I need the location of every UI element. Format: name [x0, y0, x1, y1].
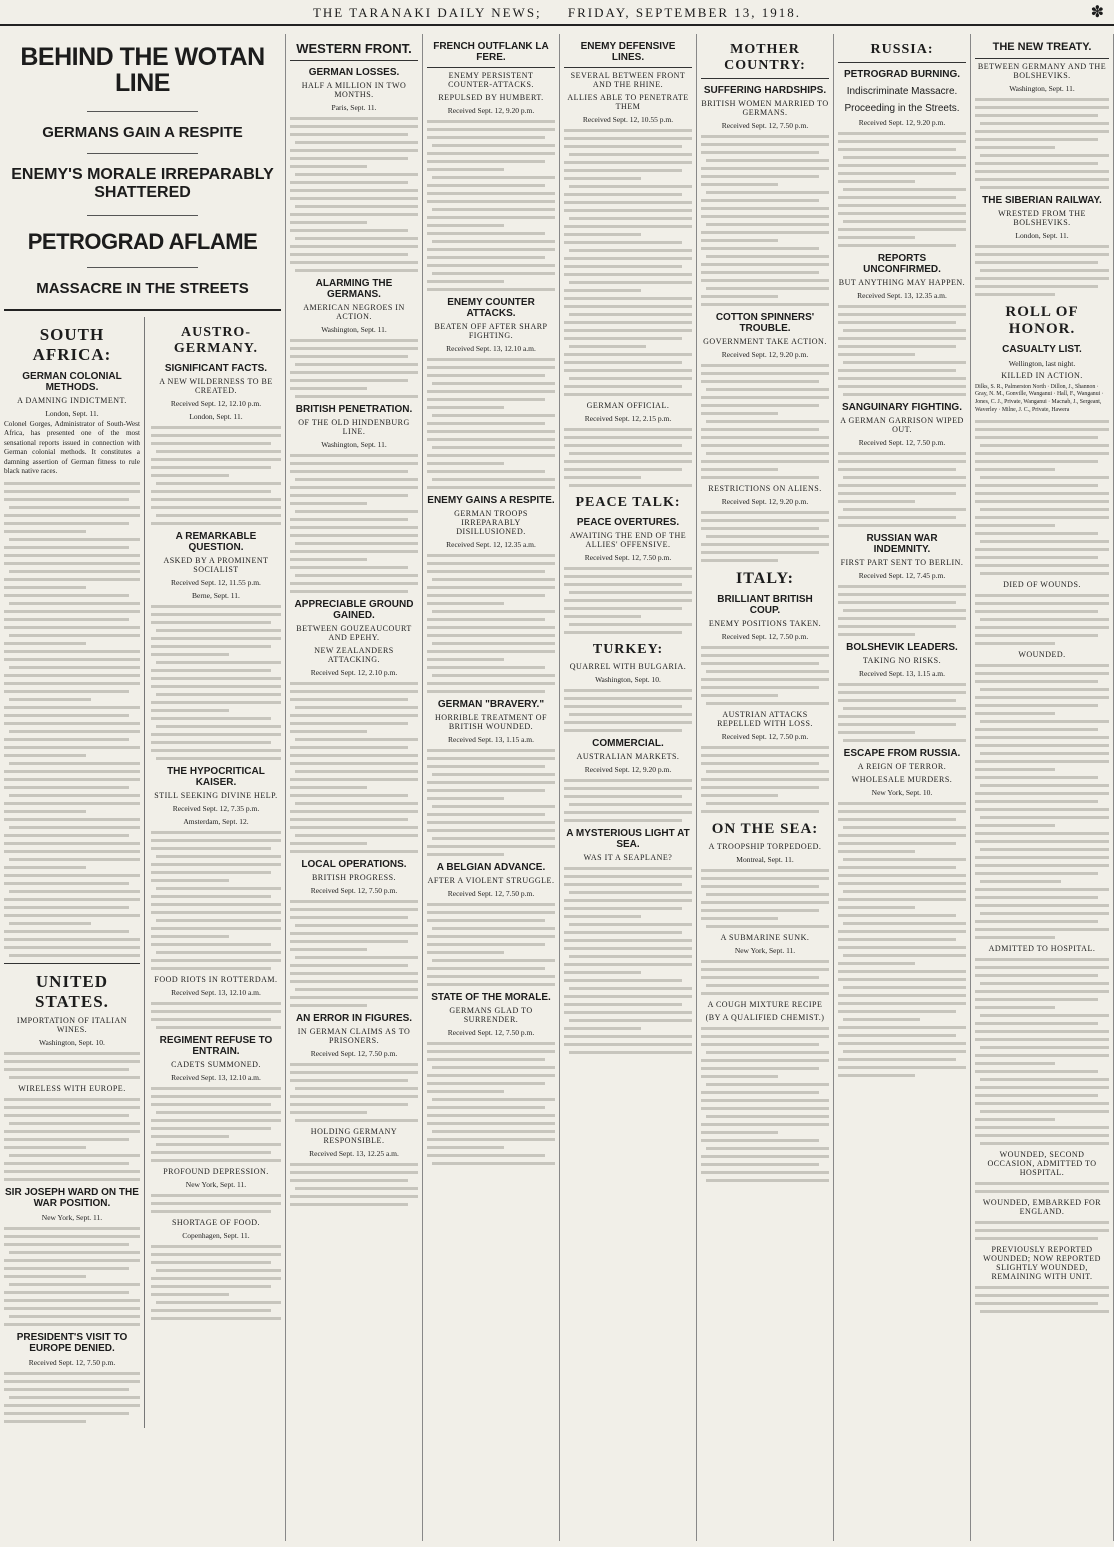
section-subhead2: AMERICAN NEGROES IN ACTION. [303, 302, 405, 321]
dateline: Received Sept. 12, 9.20 p.m. [858, 118, 946, 127]
dateline: Washington, Sept. 10. [39, 1037, 105, 1047]
dateline: Received Sept. 12, 7.50 p.m. [447, 1028, 535, 1037]
section-subhead: LOCAL OPERATIONS. [301, 858, 407, 870]
section-subhead: GERMAN "BRAVERY." [437, 699, 545, 710]
section-subhead2: BRITISH PROGRESS. [311, 872, 397, 882]
section-subhead2: ENEMY PERSISTENT COUNTER-ATTACKS. [448, 71, 534, 89]
section-subhead2: SEVERAL BETWEEN FRONT AND THE RHINE. [570, 71, 686, 89]
section-subhead2: GERMAN OFFICIAL. [586, 401, 670, 410]
south-africa-sub: GERMAN COLONIAL METHODS. [22, 370, 122, 393]
section-subhead2: HALF A MILLION IN TWO MONTHS. [301, 80, 407, 99]
section-subhead2: AWAITING THE END OF THE ALLIES' OFFENSIVE. [569, 531, 687, 549]
dateline: Received Sept. 12, 12.35 a.m. [446, 540, 536, 549]
section-subhead: REPORTS UNCONFIRMED. [863, 253, 941, 275]
section-subhead2: TAKING NO RISKS. [862, 656, 942, 665]
section-subhead: A MYSTERIOUS LIGHT AT SEA. [566, 828, 690, 850]
section-subhead2: ALLIES ABLE TO PENETRATE THEM [567, 93, 689, 111]
section-subhead2: BRITISH WOMEN MARRIED TO GERMANS. [701, 99, 829, 117]
section-subhead2: IN GERMAN CLAIMS AS TO PRISONERS. [297, 1026, 411, 1045]
section-subhead: THE HYPOCRITICAL KAISER. [167, 765, 265, 788]
ink-blot-icon: ✽ [1090, 4, 1106, 21]
dateline: Washington, Sept. 11. [321, 439, 387, 449]
section-subhead2: OF THE OLD HINDENBURG LINE. [298, 417, 410, 436]
dateline: Received Sept. 13, 12.10 a.m. [171, 1072, 261, 1082]
section-subhead: GERMAN LOSSES. [308, 66, 400, 78]
column-mother-country [697, 34, 834, 1541]
south-africa-sub2: A DAMNING INDICTMENT. [17, 395, 127, 405]
section-subhead2: A NEW WILDERNESS TO BE CREATED. [159, 376, 273, 395]
dateline: Received Sept. 12, 9.20 p.m. [721, 497, 809, 506]
section-subhead: PEACE OVERTURES. [576, 517, 680, 528]
section-subhead: ESCAPE FROM RUSSIA. [843, 748, 961, 759]
section-subhead: BRITISH PENETRATION. [295, 403, 413, 415]
dateline: New York, Sept. 11. [734, 946, 796, 955]
united-states-heading: UNITED STATES. [35, 971, 109, 1011]
dateline: Received Sept. 12, 7.45 p.m. [858, 571, 946, 580]
dateline: Received Sept. 13, 12.25 a.m. [309, 1148, 399, 1158]
dateline: Received Sept. 13, 1.15 a.m. [447, 735, 535, 744]
dateline: Received Sept. 12, 10.55 p.m. [582, 115, 674, 124]
dateline: Received Sept. 12, 12.10 p.m. [170, 398, 262, 408]
section-subhead2: WHOLESALE MURDERS. [851, 775, 953, 784]
dateline: Received Sept. 12, 7.50 p.m. [721, 732, 809, 741]
dateline: New York, Sept. 11. [185, 1179, 247, 1189]
section-subhead2: BETWEEN GERMANY AND THE BOLSHEVIKS. [977, 61, 1107, 80]
masthead [0, 0, 1114, 26]
section-subhead2: QUARREL WITH BULGARIA. [569, 662, 687, 671]
dateline: Received Sept. 13, 12.35 a.m. [857, 291, 947, 300]
south-africa-heading: SOUTH AFRICA: [32, 324, 112, 364]
section-subhead2: FOOD RIOTS IN ROTTERDAM. [154, 974, 278, 984]
section-subhead2: A REIGN OF TERROR. [857, 762, 947, 771]
casualty-names: Dilks, S. R., Palmerston North · Dillon, J., Shannon · Gray, N. M., Gonville, Wanganui · Hall, F., Wanganui · Jones, C. J., Private, Wanganui · Macnab, J., Sergeant, Waverley · Milne, J. C., Private, Hawera [975, 383, 1104, 413]
section-subhead: A REMARKABLE QUESTION. [175, 530, 257, 553]
president-visit-heading: PRESIDENT'S VISIT TO EUROPE DENIED. [16, 1331, 128, 1354]
defensive-lines-heading: ENEMY DEFENSIVE LINES. [564, 42, 692, 68]
turkey-heading: TURKEY: [592, 642, 664, 657]
paper-name: THE TARANAKI DAILY NEWS; [312, 5, 542, 20]
section-subhead2: HORRIBLE TREATMENT OF BRITISH WOUNDED. [435, 713, 547, 731]
section-subhead2: BUT ANYTHING MAY HAPPEN. [838, 278, 966, 287]
section-subhead2: GERMAN TROOPS IRREPARABLY DISILLUSIONED. [454, 509, 528, 536]
dateline: London, Sept. 11. [45, 408, 99, 418]
headline-morale: ENEMY'S MORALE IRREPARABLY SHATTERED [11, 165, 274, 202]
section-subhead2: A GERMAN GARRISON WIPED OUT. [840, 416, 964, 434]
dateline: Received Sept. 13, 1.15 a.m. [858, 669, 946, 678]
section-subhead: BRILLIANT BRITISH COUP. [717, 594, 813, 616]
section-subhead2: STILL SEEKING DIVINE HELP. [154, 790, 278, 800]
section-subhead2: WOUNDED, EMBARKED FOR ENGLAND. [982, 1197, 1102, 1216]
western-front-heading: WESTERN FRONT. [290, 42, 418, 61]
south-africa-body: Colonel Gorges, Administrator of South-West Africa, has presented one of the most sensational reports issued in connection with German colonial methods. It constitutes a damning assertion of German fitness to rule black native races. [4, 419, 140, 476]
column-russia [834, 34, 971, 1541]
section-subhead: SUFFERING HARDSHIPS. [703, 85, 827, 96]
section-subhead2: RESTRICTIONS ON ALIENS. [708, 484, 822, 493]
section-subhead2: GERMANS GLAD TO SURRENDER. [449, 1006, 533, 1024]
dateline: Received Sept. 12, 9.20 p.m. [721, 350, 809, 359]
section-subhead2: PROFOUND DEPRESSION. [163, 1166, 269, 1176]
dateline: Received Sept. 12, 7.50 p.m. [447, 889, 535, 898]
mother-country-heading: MOTHER COUNTRY: [701, 42, 829, 79]
section-subhead2: BETWEEN GOUZEAUCOURT AND EPEHY. [296, 623, 412, 642]
on-the-sea-heading: ON THE SEA: [711, 821, 819, 837]
dateline: Copenhagen, Sept. 11. [182, 1230, 250, 1240]
dateline: Washington, Sept. 11. [1009, 83, 1075, 93]
section-subhead: COTTON SPINNERS' TROUBLE. [715, 312, 815, 334]
dateline: Paris, Sept. 11. [331, 102, 377, 112]
section-subhead2: AUSTRIAN ATTACKS REPELLED WITH LOSS. [717, 710, 813, 728]
dateline: Received Sept. 12, 7.50 p.m. [28, 1357, 116, 1367]
section-subhead2: FIRST PART SENT TO BERLIN. [840, 558, 964, 567]
section-subhead2: ASKED BY A PROMINENT SOCIALIST [163, 555, 269, 574]
sir-joseph-ward-heading: SIR JOSEPH WARD ON THE WAR POSITION. [5, 1186, 139, 1209]
column-western-front [286, 34, 423, 1541]
section-subhead: STATE OF THE MORALE. [431, 992, 551, 1003]
section-subhead: A BELGIAN ADVANCE. [436, 862, 546, 873]
french-outflank-heading: FRENCH OUTFLANK LA FERE. [427, 42, 555, 68]
section-subhead2: (BY A QUALIFIED CHEMIST.) [705, 1013, 825, 1022]
section-subhead2: WAS IT A SEAPLANE? [583, 853, 673, 862]
issue-date: FRIDAY, SEPTEMBER 13, 1918. [567, 5, 802, 20]
section-subhead2: GOVERNMENT TAKE ACTION. [703, 337, 827, 346]
dateline: Wellington, last night. [1008, 358, 1076, 368]
dateline: Received Sept. 12, 9.20 p.m. [584, 765, 672, 774]
section-subhead2: A SUBMARINE SUNK. [720, 933, 810, 942]
headline-wotan: BEHIND THE WOTAN LINE [20, 43, 265, 98]
italy-heading: ITALY: [736, 570, 794, 587]
dateline: Received Sept. 12, 7.50 p.m. [721, 121, 809, 130]
dateline: Amsterdam, Sept. 12. [183, 816, 249, 826]
section-subhead2: ADMITTED TO HOSPITAL. [988, 943, 1096, 953]
dateline: Received Sept. 12, 7.50 p.m. [310, 1048, 398, 1058]
austro-germany-heading: AUSTRO-GERMANY. [173, 324, 259, 356]
section-subhead: Proceeding in the Streets. [844, 103, 960, 114]
section-subhead2: HOLDING GERMANY RESPONSIBLE. [310, 1126, 398, 1145]
section-subhead: APPRECIABLE GROUND GAINED. [294, 598, 414, 621]
section-subhead2: CADETS SUMMONED. [171, 1059, 261, 1069]
column-french-outflank [423, 34, 560, 1541]
headline-respite: GERMANS GAIN A RESPITE [42, 123, 243, 141]
section-subhead2: WOUNDED. [1018, 649, 1066, 659]
dateline: London, Sept. 11. [189, 411, 243, 421]
headline-massacre: MASSACRE IN THE STREETS [36, 279, 249, 297]
section-subhead2: A TROOPSHIP TORPEDOED. [708, 842, 822, 851]
section-subhead: CASUALTY LIST. [1002, 343, 1082, 355]
column-roll-of-honor [971, 34, 1114, 1541]
section-subhead: ENEMY GAINS A RESPITE. [427, 495, 555, 506]
section-subhead2: REPULSED BY HUMBERT. [438, 93, 544, 102]
section-subhead: ENEMY COUNTER ATTACKS. [447, 297, 535, 319]
us-sub2: WIRELESS WITH EUROPE. [18, 1083, 126, 1093]
dateline: New York, Sept. 10. [871, 788, 933, 797]
section-subhead2: PREVIOUSLY REPORTED WOUNDED; NOW REPORTED SLIGHTLY WOUNDED, REMAINING WITH UNIT. [983, 1244, 1101, 1281]
section-subhead2: WOUNDED, SECOND OCCASION, ADMITTED TO HOSPITAL. [987, 1149, 1097, 1177]
section-subhead: RUSSIAN WAR INDEMNITY. [866, 533, 938, 555]
section-subhead: AN ERROR IN FIGURES. [295, 1012, 413, 1024]
us-sub: IMPORTATION OF ITALIAN WINES. [16, 1015, 128, 1034]
section-subhead2: SHORTAGE OF FOOD. [171, 1217, 260, 1227]
dateline: Washington, Sept. 11. [321, 324, 387, 334]
section-subhead: COMMERCIAL. [592, 738, 664, 749]
dateline: Montreal, Sept. 11. [736, 855, 794, 864]
dateline: Received Sept. 12, 2.10 p.m. [310, 667, 398, 677]
section-subhead: SANGUINARY FIGHTING. [841, 402, 962, 413]
section-subhead2: KILLED IN ACTION. [1001, 370, 1083, 380]
section-subhead2: A COUGH MIXTURE RECIPE [707, 1000, 823, 1009]
section-subhead: ALARMING THE GERMANS. [315, 277, 393, 300]
dateline: Received Sept. 12, 2.15 p.m. [584, 414, 672, 423]
section-subhead2: NEW ZEALANDERS ATTACKING. [314, 645, 394, 664]
section-subhead2: BEATEN OFF AFTER SHARP FIGHTING. [434, 322, 548, 340]
section-subhead: BOLSHEVIK LEADERS. [846, 642, 958, 653]
dateline: Received Sept. 12, 11.55 p.m. [171, 577, 261, 587]
dateline: Received Sept. 13, 12.10 a.m. [446, 344, 536, 353]
section-subhead2: AUSTRALIAN MARKETS. [576, 752, 680, 761]
column-front-headlines [0, 34, 286, 1541]
dateline: Berne, Sept. 11. [192, 590, 240, 600]
column-defensive-lines [560, 34, 697, 1541]
headline-petrograd: PETROGRAD AFLAME [27, 228, 258, 254]
section-subhead: PETROGRAD BURNING. [843, 69, 961, 80]
section-subhead2: DIED OF WOUNDS. [1003, 579, 1081, 589]
dateline: New York, Sept. 11. [41, 1212, 103, 1222]
dateline: Received Sept. 13, 12.10 a.m. [171, 987, 261, 997]
dateline: Received Sept. 12, 7.50 p.m. [584, 553, 672, 562]
dateline: Received Sept. 12, 7.50 p.m. [858, 438, 946, 447]
dateline: London, Sept. 11. [1015, 230, 1069, 240]
roll-of-honor-heading: ROLL OF HONOR. [1005, 303, 1079, 337]
new-treaty-heading: THE NEW TREATY. [975, 42, 1109, 59]
section-subhead: SIGNIFICANT FACTS. [164, 362, 268, 374]
dateline: Received Sept. 12, 9.20 p.m. [447, 106, 535, 115]
russia-heading: RUSSIA: [838, 42, 966, 63]
article-text [4, 482, 140, 957]
section-subhead2: ENEMY POSITIONS TAKEN. [708, 619, 822, 628]
peace-talk-heading: PEACE TALK: [575, 495, 681, 510]
dateline: Received Sept. 12, 7.50 p.m. [721, 632, 809, 641]
section-subhead2: WRESTED FROM THE BOLSHEVIKS. [998, 208, 1086, 227]
dateline: Received Sept. 12, 7.50 p.m. [310, 885, 398, 895]
dateline: Washington, Sept. 10. [595, 675, 661, 684]
dateline: Received Sept. 12, 7.35 p.m. [172, 803, 260, 813]
section-subhead: THE SIBERIAN RAILWAY. [982, 194, 1102, 206]
section-subhead: Indiscriminate Massacre. [846, 86, 958, 97]
section-subhead: REGIMENT REFUSE TO ENTRAIN. [159, 1034, 273, 1057]
section-subhead2: AFTER A VIOLENT STRUGGLE. [427, 876, 555, 885]
